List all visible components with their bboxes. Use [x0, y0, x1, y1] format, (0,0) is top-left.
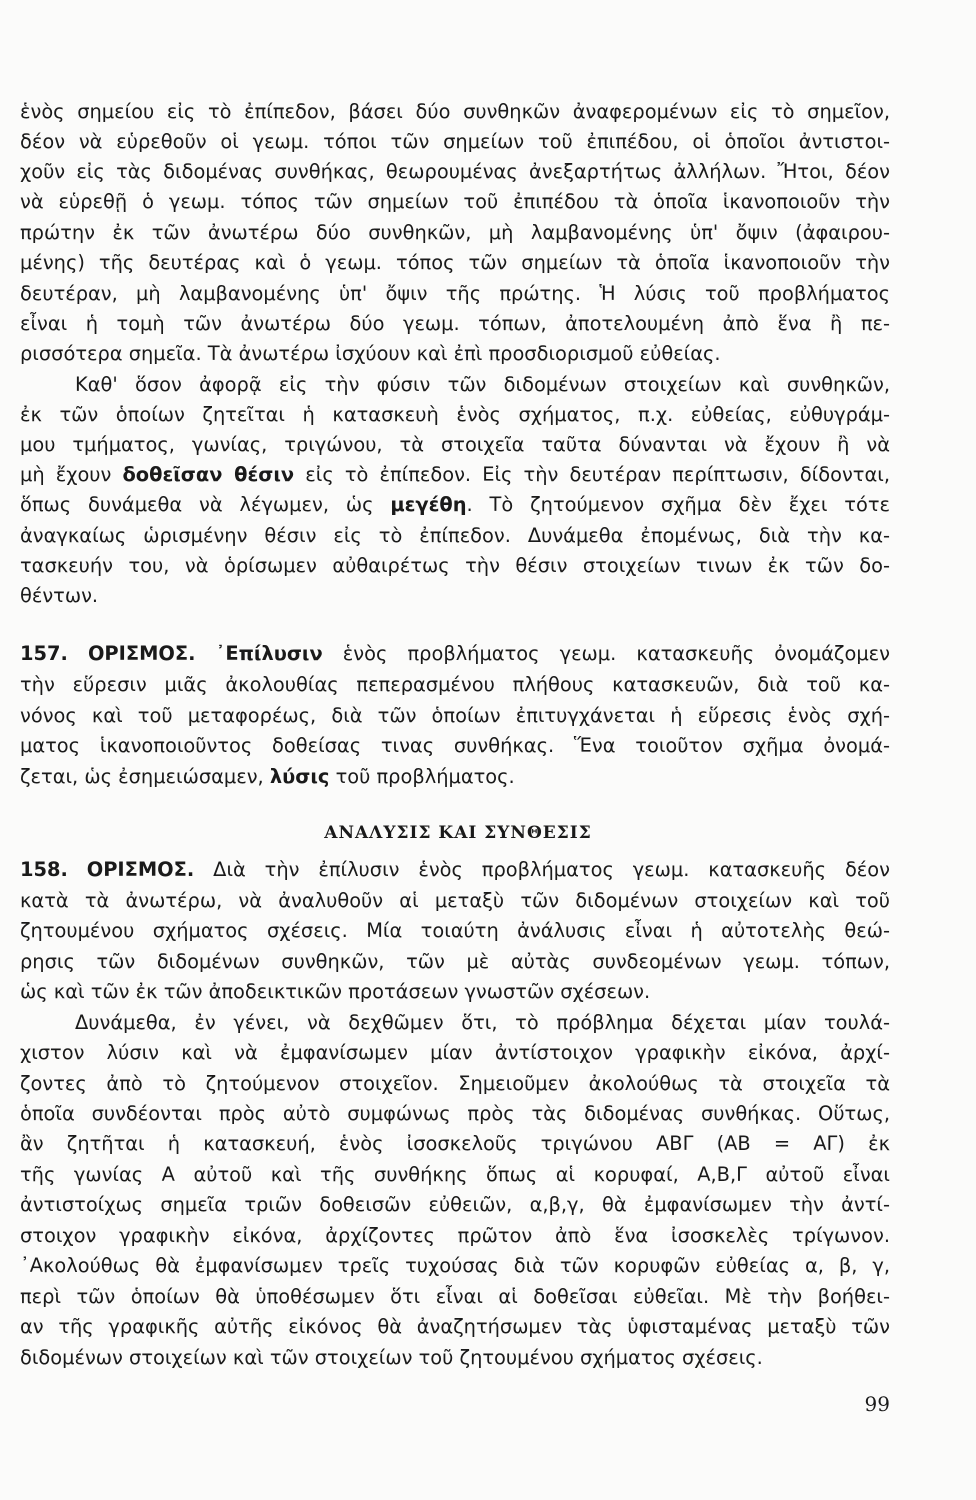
text-line: [20, 764, 890, 790]
text-line: Δυνάμεθα, ἐν γένει, νὰ δεχθῶμεν ὅτι, τὸ πρόβλημα δέχεται μίαν τουλά-: [75, 1011, 890, 1034]
text-line: ρισσότερα σημεῖα. Τὰ ἀνωτέρω ἰσχύουν καὶ ἐπὶ προσδιορισμοῦ εὐθείας.: [20, 342, 721, 365]
text-line: ρησις τῶν διδομένων συνθηκῶν, τῶν μὲ αὐτὰς συνδεομένων γεωμ. τόπων,: [20, 950, 890, 973]
text-line: τὴν εὕρεσιν μιᾶς ἀκολουθίας πεπερασμένου πλήθους κατασκευῶν, διὰ τοῦ κα-: [20, 673, 890, 696]
text-line: θέντων.: [20, 584, 99, 607]
text-line: πρώτην ἐκ τῶν ἀνωτέρω δύο συνθηκῶν, μὴ λαμβανομένης ὑπ' ὄψιν (ἀφαιρου-: [20, 221, 890, 244]
text-line: ἂν ζητῆται ἡ κατασκευή, ἑνὸς ἰσοσκελοῦς τριγώνου ΑΒΓ (ΑΒ = ΑΓ) ἐκ: [20, 1132, 890, 1155]
section-number: 158.: [20, 858, 68, 881]
text-run: . Τὸ ζητούμενον σχῆμα δὲν ἔχει τότε: [466, 493, 890, 516]
defined-term: ᾿Επίλυσιν: [215, 642, 323, 665]
text-line: ζοντες ἀπὸ τὸ ζητούμενον στοιχεῖον. Σημειοῦμεν ἀκολούθως τὰ στοιχεῖα τὰ: [20, 1072, 890, 1095]
text-line: κατὰ τὰ ἀνωτέρω, νὰ ἀναλυθοῦν αἱ μεταξὺ τῶν διδομένων στοιχείων καὶ τοῦ: [20, 889, 890, 912]
section-label: ΟΡΙΣΜΟΣ.: [86, 858, 195, 881]
emphasis-term: δοθεῖσαν θέσιν: [122, 463, 295, 486]
emphasis-term: μεγέθη: [390, 493, 467, 516]
text-run: τοῦ προβλήματος.: [329, 765, 515, 788]
text-line: ζητουμένου σχήματος σχέσεις. Μία τοιαύτη ἀνάλυσις εἶναι ἡ αὐτοτελὴς θεώ-: [20, 919, 890, 942]
text-line: περὶ τῶν ὁποίων θὰ ὑποθέσωμεν ὅτι εἶναι αἱ δοθεῖσαι εὐθεῖαι. Μὲ τὴν βοήθει-: [20, 1285, 890, 1308]
text-line: ματος ἱκανοποιοῦντος δοθείσας τινας συνθήκας. Ἕνα τοιοῦτον σχῆμα ὀνομά-: [20, 734, 890, 757]
text-line: τῆς γωνίας Α αὐτοῦ καὶ τῆς συνθήκης ὅπως αἱ κορυφαί, Α,Β,Γ αὐτοῦ εἶναι: [20, 1163, 890, 1186]
text-run: Διὰ τὴν ἐπίλυσιν ἑνὸς προβλήματος γεωμ. κατασκευῆς δέον: [194, 858, 890, 881]
section-label: ΟΡΙΣΜΟΣ.: [87, 642, 196, 665]
definition-158: [20, 857, 890, 883]
definition-157: [20, 641, 890, 667]
text-run: ὅπως δυνάμεθα νὰ λέγωμεν, ὡς: [20, 493, 391, 516]
text-line: τασκευήν του, νὰ ὁρίσωμεν αὐθαιρέτως τὴν θέσιν στοιχείων τινων ἐκ τῶν δο-: [20, 554, 890, 577]
text-line: διδομένων στοιχείων καὶ τῶν στοιχείων τοῦ ζητουμένου σχήματος σχέσεις.: [20, 1346, 763, 1369]
text-line: Καθ' ὅσον ἀφορᾷ εἰς τὴν φύσιν τῶν διδομένων στοιχείων καὶ συνθηκῶν,: [75, 373, 890, 396]
page-number: 99: [864, 1392, 890, 1416]
text-run: ἑνὸς προβλήματος γεωμ. κατασκευῆς ὀνομάζομεν: [322, 642, 890, 665]
text-line: δέον νὰ εὑρεθοῦν οἱ γεωμ. τόποι τῶν σημείων τοῦ ἐπιπέδου, οἱ ὁποῖοι ἀντιστοι-: [20, 130, 890, 153]
section-number: 157.: [20, 642, 68, 665]
text-line: [20, 492, 890, 518]
text-run: ζεται, ὡς ἐσημειώσαμεν,: [20, 765, 270, 788]
text-line: χιστον λύσιν καὶ νὰ ἐμφανίσωμεν μίαν ἀντίστοιχον γραφικὴν εἰκόνα, ἀρχί-: [20, 1041, 890, 1064]
text-line: μένης) τῆς δευτέρας καὶ ὁ γεωμ. τόπος τῶν σημείων τὰ ὁποῖα ἱκανοποιοῦν τὴν: [20, 251, 890, 274]
text-line: ἑνὸς σημείου εἰς τὸ ἐπίπεδον, βάσει δύο συνθηκῶν ἀναφερομένων εἰς τὸ σημεῖον,: [20, 100, 890, 123]
text-line: στοιχον γραφικὴν εἰκόνα, ἀρχίζοντες πρῶτον ἀπὸ ἕνα ἰσοσκελὲς τρίγωνον.: [20, 1224, 890, 1247]
text-line: νὰ εὑρεθῇ ὁ γεωμ. τόπος τῶν σημείων τοῦ ἐπιπέδου τὰ ὁποῖα ἱκανοποιοῦν τὴν: [20, 190, 890, 213]
text-line: νόνος καὶ τοῦ μεταφορέως, διὰ τῶν ὁποίων ἐπιτυγχάνεται ἡ εὕρεσις ἑνὸς σχή-: [20, 704, 890, 727]
text-run: εἰς τὸ ἐπίπεδον. Εἰς τὴν δευτέραν περίπτωσιν, δίδονται,: [294, 463, 890, 486]
text-line: [20, 462, 890, 488]
text-line: ὁποῖα συνδέονται πρὸς αὐτὸ συμφώνως πρὸς τὰς διδομένας συνθήκας. Οὕτως,: [20, 1102, 890, 1125]
text-line: ἀναγκαίως ὡρισμένην θέσιν εἰς τὸ ἐπίπεδον. Δυνάμεθα ἐπομένως, διὰ τὴν κα-: [20, 524, 890, 547]
emphasis-term: λύσις: [269, 765, 330, 788]
text-line: ὡς καὶ τῶν ἐκ τῶν ἀποδεικτικῶν προτάσεων γνωστῶν σχέσεων.: [20, 980, 651, 1003]
section-heading: ΑΝΑΛΥΣΙΣ ΚΑΙ ΣΥΝΘΕΣΙΣ: [324, 823, 592, 843]
text-line: ᾿Ακολούθως θὰ ἐμφανίσωμεν τρεῖς τυχούσας διὰ τῶν κορυφῶν εὐθείας α, β, γ,: [20, 1254, 890, 1277]
text-line: δευτέραν, μὴ λαμβανομένης ὑπ' ὄψιν τῆς πρώτης. Ἡ λύσις τοῦ προβλήματος: [20, 282, 890, 305]
text-line: εἶναι ἡ τομὴ τῶν ἀνωτέρω δύο γεωμ. τόπων, ἀποτελουμένη ἀπὸ ἕνα ἢ πε-: [20, 312, 890, 335]
text-line: μου τμήματος, γωνίας, τριγώνου, τὰ στοιχεῖα ταῦτα δύνανται νὰ ἔχουν ἢ νὰ: [20, 433, 890, 456]
text-line: αν τῆς γραφικῆς αὐτῆς εἰκόνος θὰ ἀναζητήσωμεν τὰς ὑφισταμένας μεταξὺ τῶν: [20, 1315, 890, 1338]
text-line: ἐκ τῶν ὁποίων ζητεῖται ἡ κατασκευὴ ἑνὸς σχήματος, π.χ. εὐθείας, εὐθυγράμ-: [20, 403, 890, 426]
text-line: χοῦν εἰς τὰς διδομένας συνθήκας, θεωρουμένας ἀνεξαρτήτως ἀλλήλων. Ἤτοι, δέον: [20, 160, 890, 183]
text-run: μὴ ἔχουν: [20, 463, 123, 486]
text-line: ἀντιστοίχως σημεῖα τριῶν δοθεισῶν εὐθειῶν, α,β,γ, θὰ ἐμφανίσωμεν τὴν ἀντί-: [20, 1193, 890, 1216]
